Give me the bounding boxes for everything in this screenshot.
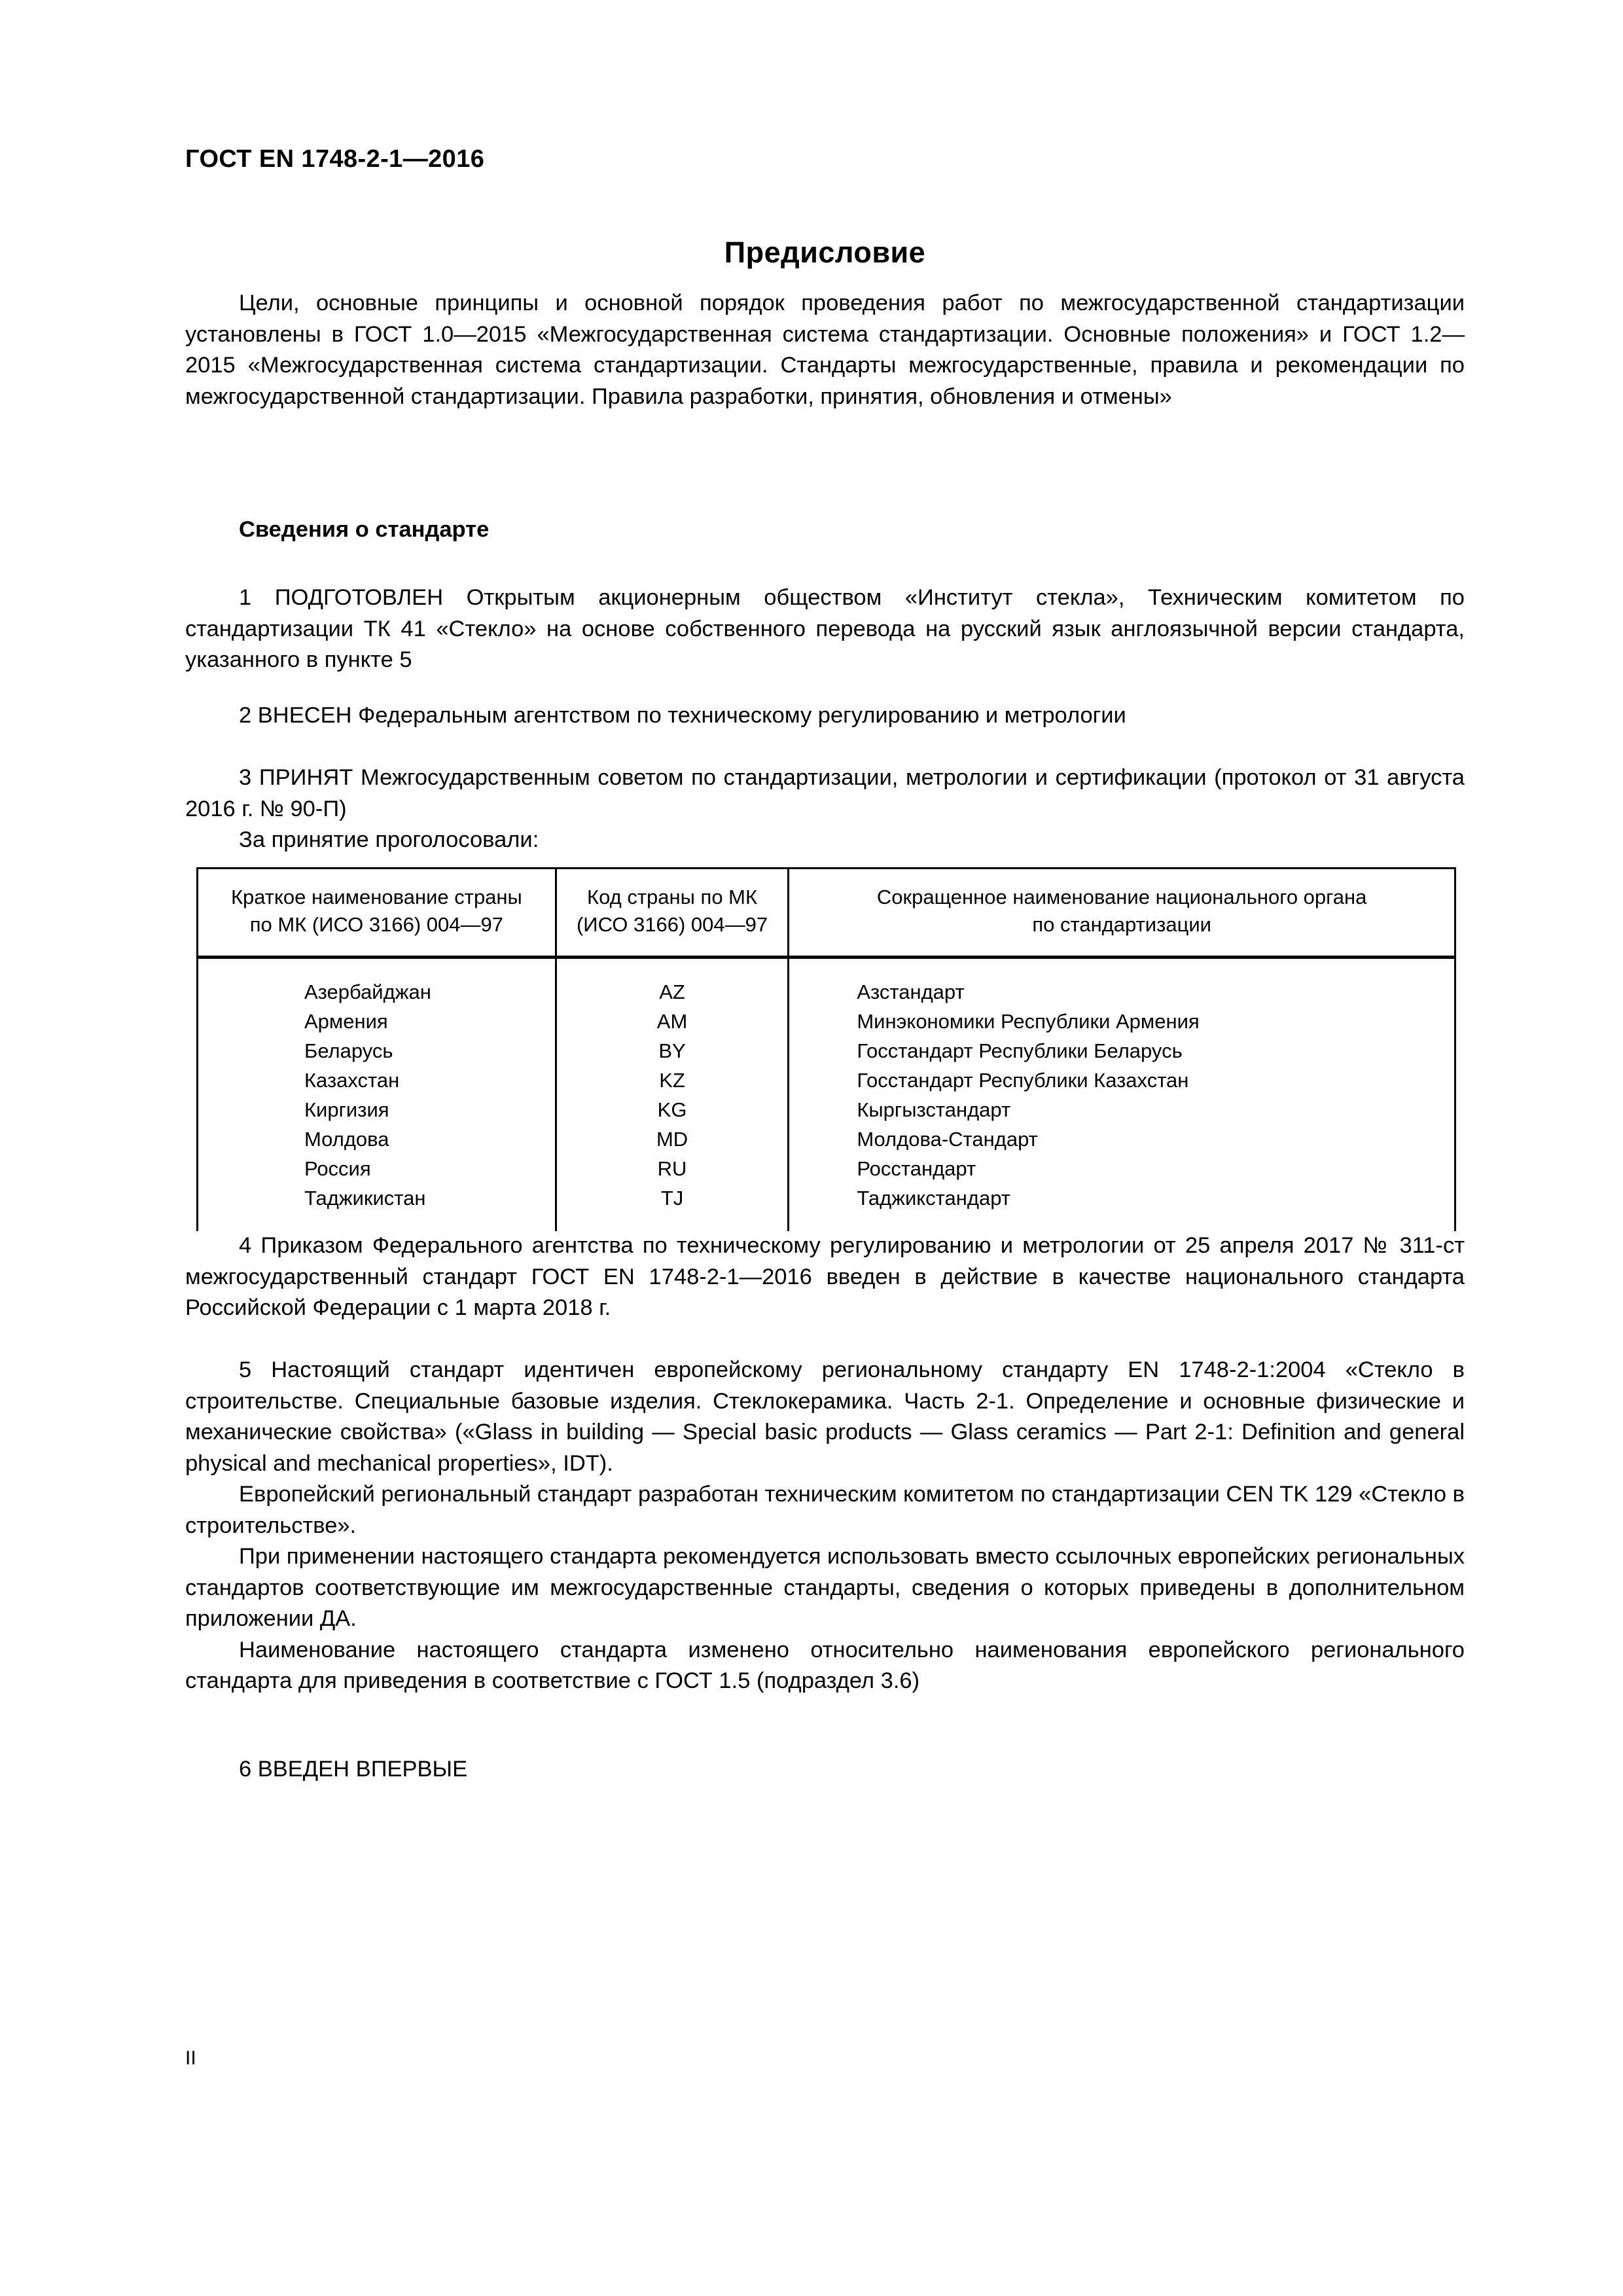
column-header-authority-line-1: Сокращенное наименование национального органа [876, 886, 1367, 908]
table-row [198, 958, 1455, 1007]
column-header-country-line-2: по МК (ИСО 3166) 004—97 [249, 913, 504, 936]
cell-code: AM [556, 1007, 789, 1036]
cell-country: Россия [198, 1154, 556, 1183]
column-header-country-line-1: Краткое наименование страны [230, 886, 522, 908]
item-5-block [185, 1355, 1465, 1697]
item-4-block [185, 1230, 1465, 1324]
item-2-block [185, 700, 1465, 732]
cell-country: Казахстан [198, 1066, 556, 1095]
item-1-prepared-by: 1 ПОДГОТОВЛЕН Открытым акционерным обществом «Институт стекла», Техническим комитетом по стандартизации ТК 41 «Стекло» на основе собственного перевода на русский язык англоязычной версии стандарта, указанного в пункте 5 [185, 585, 1465, 672]
cell-country: Таджикистан [198, 1183, 556, 1231]
cell-code: TJ [556, 1183, 789, 1231]
item-5-name-changed: Наименование настоящего стандарта изменено относительно наименования европейского регионального стандарта для приведения в соответствие с ГОСТ 1.5 (подраздел 3.6) [185, 1637, 1465, 1693]
item-2-submitted-by: 2 ВНЕСЕН Федеральным агентством по техническому регулированию и метрологии [239, 703, 1126, 728]
cell-authority: Кыргызстандарт [789, 1095, 1455, 1124]
column-header-code-line-2: (ИСО 3166) 004—97 [576, 913, 768, 936]
page-title: Предисловие [724, 236, 926, 270]
page-number: II [185, 2047, 196, 2069]
cell-country: Беларусь [198, 1036, 556, 1066]
column-header-country [198, 869, 556, 958]
table-header-row [198, 869, 1455, 958]
column-header-code [556, 869, 789, 958]
column-header-code-line-1: Код страны по МК [587, 886, 758, 908]
item-5-recommendation: При применении настоящего стандарта рекомендуется использовать вместо ссылочных европейских региональных стандартов соответствующие им межгосударственные стандарты, сведения о которых приведены в дополнительном приложении ДА. [185, 1544, 1465, 1631]
vote-table-wrap [196, 867, 1456, 1231]
table-row [198, 1154, 1455, 1183]
cell-authority: Госстандарт Республики Беларусь [789, 1036, 1455, 1066]
cell-authority: Таджикстандарт [789, 1183, 1455, 1231]
table-row [198, 1183, 1455, 1231]
column-header-authority-line-2: по стандартизации [1032, 913, 1211, 936]
cell-code: RU [556, 1154, 789, 1183]
table-row [198, 1095, 1455, 1124]
intro-paragraph: Цели, основные принципы и основной порядок проведения работ по межгосударственной стандартизации установлены в ГОСТ 1.0—2015 «Межгосударственная система стандартизации. Основные положения» и ГОСТ 1.2—2015 «Межгосударственная система стандартизации. Стандарты межгосударственные, правила и рекомендации по межгосударственной стандартизации. Правила разработки, принятия, обновления и отмены» [185, 291, 1465, 409]
item-3-adopted-by: 3 ПРИНЯТ Межгосударственным советом по стандартизации, метрологии и сертификации (протокол от 31 августа 2016 г. № 90-П) [185, 765, 1465, 821]
item-6-block [185, 1754, 1465, 1785]
section-heading-standard-info: Сведения о стандарте [239, 517, 490, 542]
cell-country: Молдова [198, 1124, 556, 1154]
item-6-introduced-first-time: 6 ВВЕДЕН ВПЕРВЫЕ [239, 1757, 468, 1782]
cell-authority: Госстандарт Республики Казахстан [789, 1066, 1455, 1095]
vote-table-head [198, 869, 1455, 958]
cell-authority: Минэкономики Республики Армения [789, 1007, 1455, 1036]
item-5-developed-by-committee: Европейский региональный стандарт разработан техническим комитетом по стандартизации CEN TK 129 «Стекло в строительстве». [185, 1482, 1465, 1538]
cell-code: AZ [556, 958, 789, 1007]
cell-code: KG [556, 1095, 789, 1124]
cell-country: Азербайджан [198, 958, 556, 1007]
table-row [198, 1124, 1455, 1154]
cell-code: BY [556, 1036, 789, 1066]
cell-authority: Молдова-Стандарт [789, 1124, 1455, 1154]
item-4-order-of-agency: 4 Приказом Федерального агентства по техническому регулированию и метрологии от 25 апреля 2017 № 311-ст межгосударственный стандарт ГОСТ EN 1748-2-1—2016 введен в действие в качестве национального стандарта Российской Федерации с 1 марта 2018 г. [185, 1233, 1465, 1320]
cell-authority: Азстандарт [789, 958, 1455, 1007]
running-header-standard-id: ГОСТ EN 1748-2-1—2016 [185, 145, 485, 173]
cell-code: MD [556, 1124, 789, 1154]
table-row [198, 1007, 1455, 1036]
item-3-block [185, 762, 1465, 856]
intro-paragraph-block [185, 288, 1465, 412]
item-5-identical-standard: 5 Настоящий стандарт идентичен европейскому региональному стандарту EN 1748-2-1:2004 «Стекло в строительстве. Специальные базовые изделия. Стеклокерамика. Часть 2-1. Определение и основные физические и механические свойства» («Glass in building — Special basic products — Glass ceramics — Part 2-1: Definition and general physical and mechanical properties», IDT). [185, 1357, 1465, 1476]
item-1-block [185, 583, 1465, 676]
cell-code: KZ [556, 1066, 789, 1095]
table-row [198, 1066, 1455, 1095]
vote-table [196, 867, 1456, 1231]
item-3-vote-label: За принятие проголосовали: [239, 827, 539, 852]
cell-authority: Росстандарт [789, 1154, 1455, 1183]
cell-country: Киргизия [198, 1095, 556, 1124]
table-row [198, 1036, 1455, 1066]
column-header-authority [789, 869, 1455, 958]
vote-table-body [198, 958, 1455, 1232]
cell-country: Армения [198, 1007, 556, 1036]
